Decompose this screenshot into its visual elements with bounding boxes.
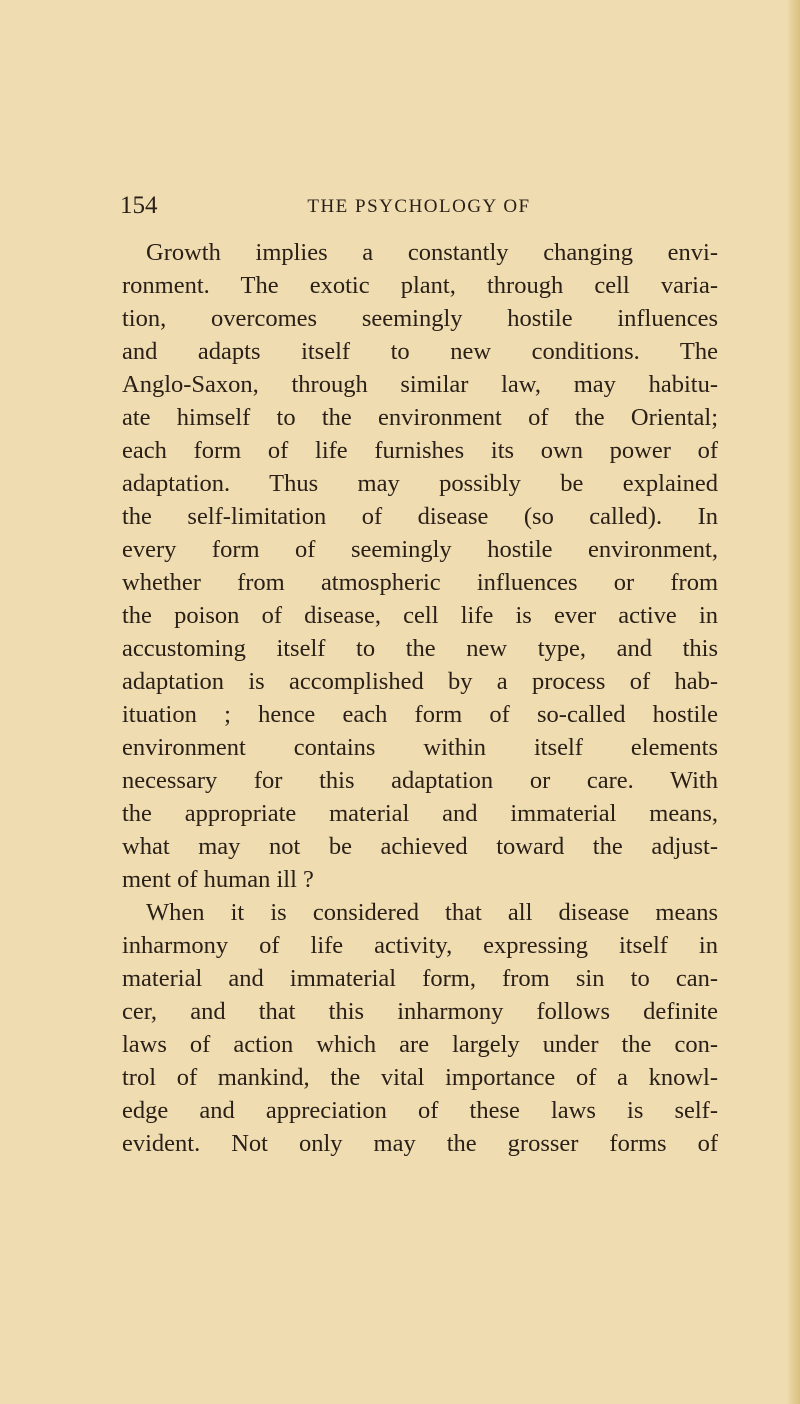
text-line: the appropriate material and immaterial means, xyxy=(122,800,718,827)
text-line: tion, overcomes seemingly hostile influences xyxy=(122,305,718,332)
running-title: THE PSYCHOLOGY OF xyxy=(307,196,531,217)
text-line: the self-limitation of disease (so called). In xyxy=(122,503,718,530)
text-line: the poison of disease, cell life is ever active in xyxy=(122,602,718,629)
text-line: environment contains within itself elements xyxy=(122,734,718,761)
text-line: what may not be achieved toward the adjust- xyxy=(122,833,718,860)
text-line: evident. Not only may the grosser forms of xyxy=(122,1130,718,1157)
text-line: laws of action which are largely under the con- xyxy=(122,1031,718,1058)
body-text xyxy=(122,236,718,1160)
page-header xyxy=(120,192,718,222)
text-line: Anglo-Saxon, through similar law, may habitu- xyxy=(122,371,718,398)
text-line: cer, and that this inharmony follows definite xyxy=(122,998,718,1025)
text-line: ronment. The exotic plant, through cell varia- xyxy=(122,272,718,299)
text-line: material and immaterial form, from sin to can- xyxy=(122,965,718,992)
text-line: When it is considered that all disease means xyxy=(146,899,718,926)
text-line: adaptation is accomplished by a process of hab- xyxy=(122,668,718,695)
text-line: necessary for this adaptation or care. With xyxy=(122,767,718,794)
text-line: trol of mankind, the vital importance of a knowl- xyxy=(122,1064,718,1091)
text-line: whether from atmospheric influences or from xyxy=(122,569,718,596)
text-line: ituation ; hence each form of so-called hostile xyxy=(122,701,718,728)
text-line: edge and appreciation of these laws is self- xyxy=(122,1097,718,1124)
text-line: ment of human ill ? xyxy=(122,866,314,893)
text-line: ate himself to the environment of the Oriental; xyxy=(122,404,718,431)
text-line: and adapts itself to new conditions. The xyxy=(122,338,718,365)
text-line: every form of seemingly hostile environment, xyxy=(122,536,718,563)
text-line: each form of life furnishes its own power of xyxy=(122,437,718,464)
page-edge xyxy=(786,0,800,1404)
text-line: accustoming itself to the new type, and this xyxy=(122,635,718,662)
page-number: 154 xyxy=(120,192,158,219)
text-line: Growth implies a constantly changing envi- xyxy=(146,239,718,266)
text-line: adaptation. Thus may possibly be explained xyxy=(122,470,718,497)
text-line: inharmony of life activity, expressing itself in xyxy=(122,932,718,959)
